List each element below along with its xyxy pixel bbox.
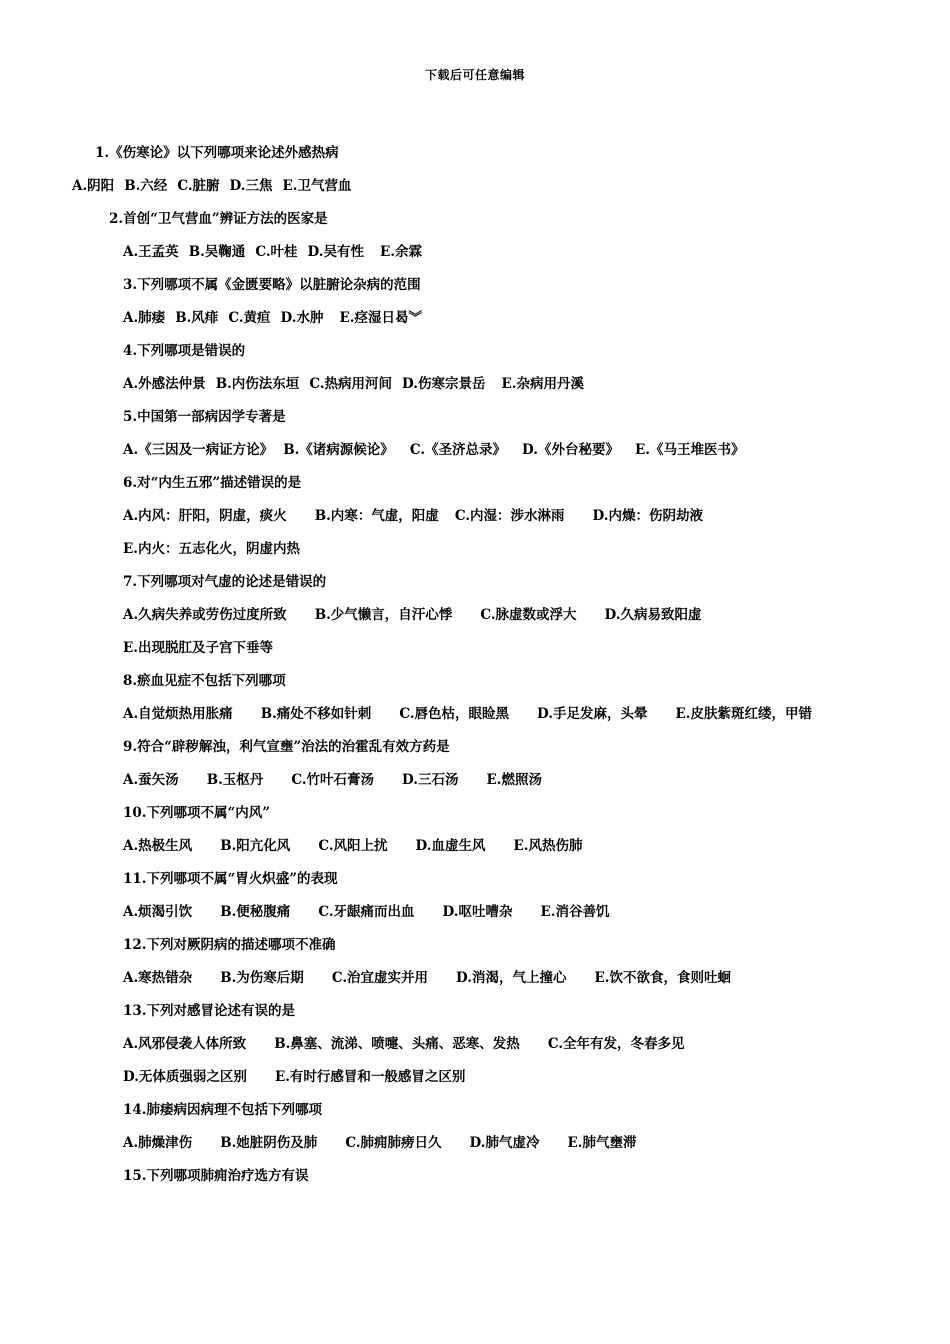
- option-a: A.《三因及一病证方论》: [123, 442, 274, 458]
- option-b: B.痛处不移如针刺: [260, 706, 372, 722]
- option-a: A.肺燥津伤: [123, 1135, 193, 1151]
- question-4: 4.下列哪项是错误的: [123, 343, 246, 359]
- option-a: A.热极生风: [123, 838, 193, 854]
- option-a: A.自觉烦热用胀痛: [123, 706, 233, 722]
- option-c: C.唇色枯，眼睑黑: [399, 706, 510, 722]
- question-15: 15.下列哪项肺痈治疗选方有误: [123, 1168, 309, 1184]
- option-e: E.内火：五志化火，阴虚内热: [123, 541, 300, 557]
- option-e: E.燃照汤: [486, 772, 542, 788]
- question-13: 13.下列对感冒论述有误的是: [123, 1003, 295, 1019]
- options-13: [123, 1035, 685, 1053]
- option-b: B.少气懒言，自汗心悸: [314, 607, 453, 623]
- option-e: E.饮不欲食，食则吐蛔: [594, 970, 731, 986]
- option-b: B.《诸病源候论》: [283, 442, 394, 458]
- option-e: E.余霖: [379, 244, 422, 260]
- option-a: A.阴阳: [72, 178, 115, 194]
- options-13-cont: [123, 1068, 465, 1086]
- option-d: D.手足发麻，头晕: [537, 706, 648, 722]
- option-c: C.治宜虚实并用: [331, 970, 429, 986]
- option-e: E.痉湿日曷︾: [339, 310, 422, 326]
- option-c: C.叶桂: [255, 244, 298, 260]
- option-b: B.吴鞠通: [188, 244, 246, 260]
- options-7: [123, 606, 701, 624]
- option-e: E.肺气壅滞: [567, 1135, 637, 1151]
- option-e: E.有时行感冒和一般感冒之区别: [274, 1069, 466, 1085]
- question-14: 14.肺痿病因病理不包括下列哪项: [123, 1102, 322, 1118]
- options-14: [123, 1134, 636, 1152]
- options-10: [123, 837, 582, 855]
- option-c: C.竹叶石膏汤: [291, 772, 375, 788]
- option-a: A.风邪侵袭人体所致: [123, 1036, 247, 1052]
- option-a: A.内风：肝阳，阴虚，痰火: [123, 508, 287, 524]
- options-2: [123, 243, 422, 261]
- page-header: 下载后可任意编辑: [424, 68, 525, 82]
- option-a: A.久病失养或劳伤过度所致: [123, 607, 287, 623]
- option-e: E.风热伤肺: [513, 838, 583, 854]
- option-c: C.《圣济总录》: [409, 442, 507, 458]
- option-e: E.出现脱肛及子宫下垂等: [123, 640, 273, 656]
- option-c: C.脉虚数或浮大: [480, 607, 577, 623]
- option-d: D.《外台秘要》: [522, 442, 619, 458]
- question-7: 7.下列哪项对气虚的论述是错误的: [123, 574, 327, 590]
- option-d: D.水肿: [280, 310, 324, 326]
- option-a: A.外感法仲景: [123, 376, 206, 392]
- option-a: A.烦渴引饮: [123, 904, 193, 920]
- option-e: E.皮肤紫斑红缕，甲错: [675, 706, 812, 722]
- option-c: C.全年有发，冬春多见: [547, 1036, 685, 1052]
- options-8: [123, 705, 812, 723]
- option-d: D.肺气虚冷: [469, 1135, 540, 1151]
- options-12: [123, 969, 731, 987]
- option-d: D.久病易致阳虚: [604, 607, 702, 623]
- option-e: E.消谷善饥: [540, 904, 610, 920]
- option-c: C.脏腑: [177, 178, 220, 194]
- option-e: E.卫气营血: [282, 178, 352, 194]
- option-c: C.牙龈痛而出血: [318, 904, 415, 920]
- options-11: [123, 903, 609, 921]
- options-1: [72, 177, 351, 195]
- option-d: D.消渴，气上撞心: [456, 970, 567, 986]
- option-c: C.内湿：涉水淋雨: [454, 508, 565, 524]
- option-c: C.肺痈肺痨日久: [345, 1135, 442, 1151]
- options-6-cont: [123, 540, 300, 558]
- option-b: B.六经: [124, 178, 168, 194]
- option-a: A.寒热错杂: [123, 970, 193, 986]
- option-d: D.内燥：伤阴劫液: [592, 508, 703, 524]
- question-12: 12.下列对厥阴病的描述哪项不准确: [123, 937, 336, 953]
- option-a: A.肺痿: [123, 310, 166, 326]
- option-d: D.三石汤: [402, 772, 459, 788]
- options-6: [123, 507, 703, 525]
- option-d: D.三焦: [229, 178, 273, 194]
- option-b: B.内伤法东垣: [215, 376, 300, 392]
- question-11: 11.下列哪项不属“胃火炽盛”的表现: [123, 871, 338, 887]
- option-d: D.伤寒宗景岳: [402, 376, 486, 392]
- option-b: B.内寒：气虚，阳虚: [314, 508, 439, 524]
- option-a: A.王孟英: [123, 244, 179, 260]
- question-2: 2.首创“卫气营血”辨证方法的医家是: [109, 211, 328, 227]
- question-10: 10.下列哪项不属“内风”: [123, 805, 271, 821]
- options-7-cont: [123, 639, 273, 657]
- option-b: B.风痱: [175, 310, 219, 326]
- question-3: 3.下列哪项不属《金匮要略》以脏腑论杂病的范围: [123, 277, 421, 293]
- option-c: C.风阳上扰: [318, 838, 388, 854]
- option-c: C.热病用河间: [309, 376, 393, 392]
- options-5: [123, 441, 744, 459]
- option-b: B.玉枢丹: [206, 772, 264, 788]
- question-6: 6.对“内生五邪”描述错误的是: [123, 475, 302, 491]
- option-e: E.《马王堆医书》: [634, 442, 745, 458]
- question-9: 9.符合“辟秽解浊，利气宣壅”治法的治霍乱有效方药是: [123, 739, 450, 755]
- option-e: E.杂病用丹溪: [501, 376, 584, 392]
- question-1: 1.《伤寒论》以下列哪项来论述外感热病: [95, 145, 339, 161]
- option-b: B.便秘腹痛: [220, 904, 291, 920]
- option-d: D.呕吐嘈杂: [442, 904, 513, 920]
- question-8: 8.瘀血见症不包括下列哪项: [123, 673, 286, 689]
- option-b: B.阳亢化风: [220, 838, 291, 854]
- option-a: A.蚕矢汤: [123, 772, 179, 788]
- option-b: B.她脏阴伤及肺: [220, 1135, 318, 1151]
- question-5: 5.中国第一部病因学专著是: [123, 409, 286, 425]
- options-9: [123, 771, 542, 789]
- options-4: [123, 375, 584, 393]
- option-b: B.鼻塞、流涕、喷嚏、头痛、恶寒、发热: [274, 1036, 520, 1052]
- options-3: [123, 309, 422, 327]
- option-d: D.吴有性: [307, 244, 364, 260]
- option-d: D.血虚生风: [415, 838, 486, 854]
- option-c: C.黄疸: [228, 310, 271, 326]
- option-b: B.为伤寒后期: [220, 970, 304, 986]
- option-d: D.无体质强弱之区别: [123, 1069, 247, 1085]
